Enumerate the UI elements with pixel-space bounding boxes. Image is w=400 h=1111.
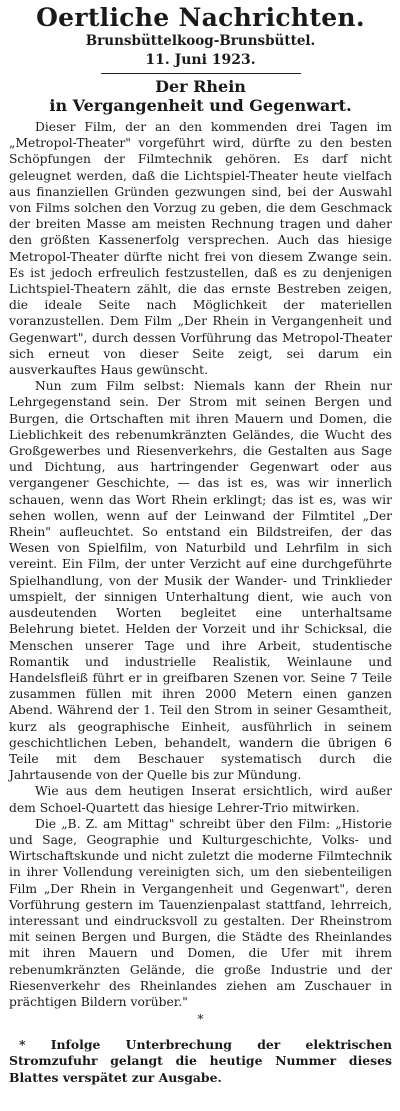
footnote-notice: * Infolge Unterbrechung der elektrischen Stromzufuhr gelangt die heutige Nummer dieses Blattes verspätet zur Ausgabe. [9, 1037, 392, 1085]
article-body [9, 119, 392, 1010]
section-title: Oertliche Nachrichten. [36, 3, 365, 32]
location-line: Brunsbüttelkoog-Brunsbüttel. [85, 33, 316, 49]
article-headline-line2: in Vergangenheit und Gegenwart. [49, 96, 352, 115]
article-headline-line1: Der Rhein [155, 77, 246, 96]
divider-rule [101, 73, 301, 74]
article-paragraph: Die „B. Z. am Mittag" schreibt über den Film: „Historie und Sage, Geographie und Kulturgeschichte, Volks- und Wirtschaftskunde und nicht zuletzt die moderne Filmtechnik in ihrer Vollendung vereinigten sich, um den siebenteiligen Film „Der Rhein in Vergangenheit und Gegenwart", deren Vorführung gestern im Tauenzienpalast stattfand, lehrreich, interessant und eindrucksvoll zu gestalten. Der Rheinstrom mit seinen Bergen und Burgen, die Städte des Rheinlandes mit ihren Mauern und Domen, die Ufer mit ihrem rebenumkränzten Gelände, die große Industrie und der Riesenverkehr des Rheinlandes ziehen am Zuschauer in prächtigen Bildern vorüber." [9, 816, 392, 1009]
article-paragraph: Wie aus dem heutigen Inserat ersichtlich, wird außer dem Schoel-Quartett das hiesige Lehrer-Trio mitwirken. [9, 784, 392, 815]
section-separator: * [197, 1012, 204, 1027]
issue-date: 11. Juni 1923. [145, 52, 256, 68]
article-paragraph: Dieser Film, der an den kommenden drei Tagen im „Metropol-Theater" vorgeführt wird, dürfte zu den besten Schöpfungen der Filmtechnik gehören. Es darf nicht geleugnet werden, daß die Lichtspiel-Theater heute vielfach aus finanziellen Gründen gezwungen sind, bei der Auswahl von Films solchen den Vorzug zu geben, die dem Geschmack der breiten Masse am meisten Rechnung tragen und daher den größten Kassenerfolg versprechen. Auch das hiesige Metropol-Theater dürfte nicht frei von diesem Zwange sein. Es ist jedoch erfreulich festzustellen, daß es zu denjenigen Lichtspiel-Theatern zählt, die das ernste Bestreben zeigen, die ideale Seite nach Möglichkeit der materiellen voranzustellen. Dem Film „Der Rhein in Vergangenheit und Gegenwart", durch dessen Vorführung das Metropol-Theater sich erneut von dieser Seite zeigt, sei darum ein ausverkauftes Haus gewünscht. [9, 120, 392, 378]
article-paragraph: Nun zum Film selbst: Niemals kann der Rhein nur Lehrgegenstand sein. Der Strom mit seinen Bergen und Burgen, die Ortschaften mit ihren Mauern und Domen, die Lieblichkeit des rebenumkränzten Geländes, die Wucht des Großgewerbes und Riesenverkehrs, die Gestalten aus Sage und Dichtung, aus hartringender Gegenwart oder aus vergangener Geschichte, — das ist es, was wir innerlich schauen, wenn das Wort Rhein erklingt; das ist es, was wir sehen wollen, wenn auf der Leinwand der Filmtitel „Der Rhein" aufleuchtet. So entstand ein Bildstreifen, der das Wesen von Spielfilm, von Naturbild und Lehrfilm in sich vereint. Ein Film, der unter Verzicht auf eine durchgeführte Spielhandlung, von der Musik der Wander- und Trinklieder umspielt, der sinnigen Unterhaltung dient, wie auch von ausdeutenden Worten begleitet eine unterhaltsame Belehrung bietet. Helden der Vorzeit und ihr Schicksal, die Menschen unserer Tage und ihre Arbeit, studentische Romantik und industrielle Realistik, Weinlaune und Handelsfleiß führt er in greifbaren Szenen vor. Seine 7 Teile zusammen füllen mit ihren 2000 Metern einen ganzen Abend. Während der 1. Teil den Strom in seiner Gesamtheit, kurz als geographische Einheit, ausführlich in seinem geschichtlichen Leben, behandelt, wandern die übrigen 6 Teile mit dem Beschauer systematisch durch die Jahrtausende von der Quelle bis zur Mündung. [9, 379, 392, 783]
